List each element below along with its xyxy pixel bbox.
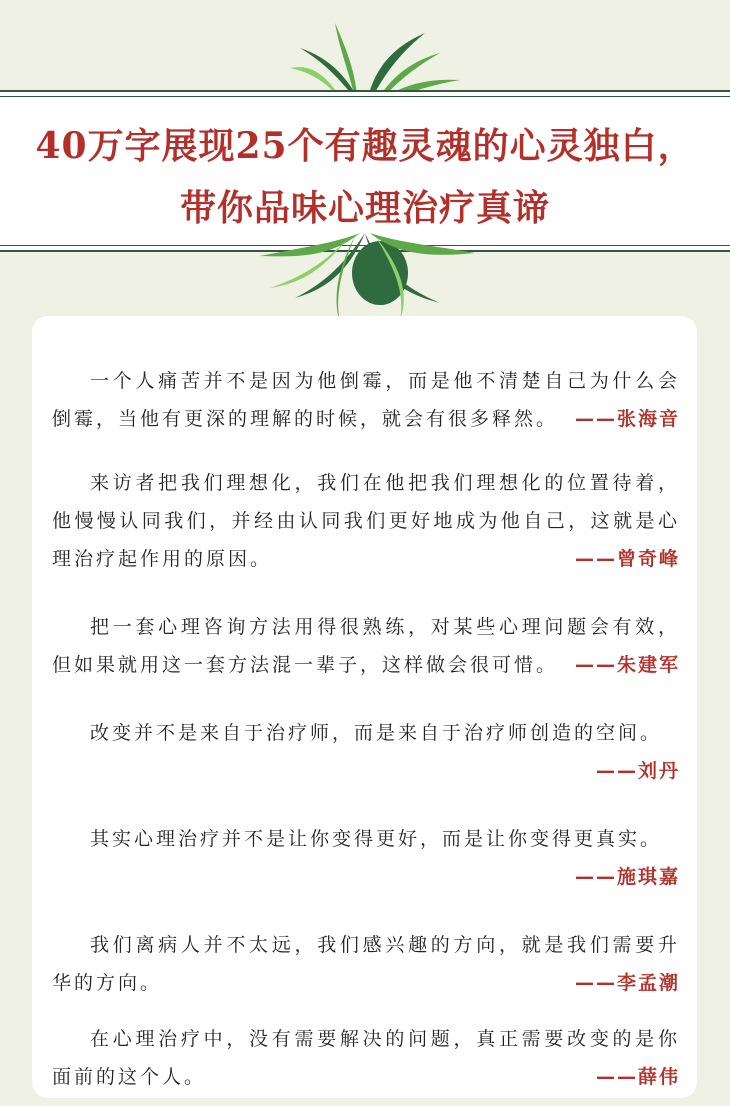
quote-author: ——施琪嘉: [574, 866, 680, 888]
page-title-line-1: 40万字展现25个有趣灵魂的心灵独白，: [35, 125, 695, 167]
leaves-bottom-icon: [240, 228, 490, 323]
quote-item: [52, 714, 680, 782]
quote-author: ——李孟潮: [574, 972, 680, 994]
quote-text: 来访者把我们理想化，我们在他把我们理想化的位置待着，他慢慢认同我们，并经由认同我们更好地成为他自己，这就是心理治疗起作用的原因。: [52, 472, 680, 570]
quote-text: 把一套心理咨询方法用得很熟练，对某些心理问题会有效，但如果就用这一套方法混一辈子，这样做会很可惜。: [52, 616, 680, 676]
quote-text: 改变并不是来自于治疗师，而是来自于治疗师创造的空间。: [90, 722, 663, 744]
quote-author: ——朱建军: [574, 654, 680, 676]
quote-author: ——薛伟: [595, 1066, 680, 1088]
quote-author: ——曾奇峰: [574, 548, 680, 570]
quote-text: 一个人痛苦并不是因为他倒霉，而是他不清楚自己为什么会倒霉，当他有更深的理解的时候，就会有很多释然。: [52, 370, 680, 430]
quote-item: [52, 820, 680, 888]
quote-text: 在心理治疗中，没有需要解决的问题，真正需要改变的是你面前的这个人。: [52, 1028, 680, 1088]
quote-item: [52, 362, 680, 438]
quote-item: [52, 1020, 680, 1096]
quote-item: [52, 608, 680, 684]
page-title-line-2: 带你品味心理治疗真谛: [179, 187, 550, 229]
quote-text: 其实心理治疗并不是让你变得更好，而是让你变得更真实。: [90, 828, 663, 850]
quote-author: ——刘丹: [595, 760, 680, 782]
quote-item: [52, 464, 680, 578]
quote-text: 我们离病人并不太远，我们感兴趣的方向，就是我们需要升华的方向。: [52, 934, 680, 994]
quote-item: [52, 926, 680, 1002]
quote-author: ——张海音: [574, 408, 680, 430]
